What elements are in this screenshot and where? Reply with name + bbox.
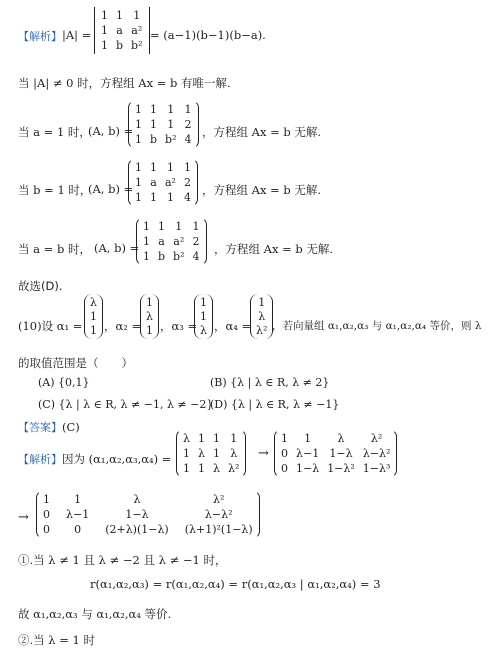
matrix-cell: 1	[150, 191, 157, 204]
matrix-cell: λ	[198, 447, 205, 460]
case-ab-suffix: ，方程组 Ax = b 无解.	[214, 242, 334, 256]
matrix-cell: 1	[135, 161, 142, 174]
augmented-matrix-b1	[128, 158, 198, 207]
vector-alpha1	[84, 294, 103, 339]
matrix-cell: λ	[337, 432, 345, 445]
matrix-cell: λ	[183, 432, 190, 445]
matrix-cell: λ−λ²	[204, 508, 233, 521]
vector-entry: 1	[146, 324, 153, 337]
matrix-cell: λ−1	[66, 508, 90, 521]
matrix-cell: 1−λ²	[327, 462, 355, 475]
vector-entry: 1	[90, 324, 97, 337]
analysis-tag-2	[18, 451, 62, 467]
option-b: (B) {λ | λ ∈ R, λ ≠ 2}	[210, 376, 330, 389]
vector-entry: λ	[90, 296, 97, 309]
matrix-cell: 2	[183, 176, 191, 189]
matrix-cell: 1	[135, 133, 142, 146]
matrix-cell: λ²	[213, 493, 225, 506]
case-b1-prefix: 当 b = 1 时，	[18, 183, 92, 197]
q10-prefix: (10)设 α₁ =	[18, 319, 83, 333]
analysis-tag-1	[18, 28, 62, 44]
option-c: (C) {λ | λ ∈ R, λ ≠ −1, λ ≠ −2}	[38, 398, 214, 411]
matrix-cell: 4	[192, 250, 200, 263]
q10-line2: 的取值范围是（ ）	[18, 356, 133, 370]
choose-answer: 故选(D).	[18, 279, 63, 293]
case-ab-prefix: 当 a = b 时，	[18, 242, 91, 256]
matrix-cell: 1	[304, 432, 312, 445]
case-a1-suffix: ，方程组 Ax = b 无解.	[202, 125, 322, 139]
matrix-cell: 1	[281, 432, 288, 445]
matrix-cell: 1	[175, 220, 183, 233]
vector-entry: λ	[200, 324, 207, 337]
vector-entry: 1	[200, 296, 207, 309]
matrix-cell: 2	[184, 118, 192, 131]
matrix-cell: 1	[135, 118, 142, 131]
matrix-cell: λ²	[228, 462, 240, 475]
matrix-cell: (λ+1)²(1−λ)	[184, 523, 253, 536]
matrix-cell: a²	[173, 235, 185, 248]
matrix-cell: b	[116, 39, 124, 52]
matrix-cell: b²	[165, 133, 177, 146]
vector-alpha3	[194, 294, 213, 339]
vector-entry: 1	[200, 310, 207, 323]
det-lhs: |A| =	[62, 28, 92, 42]
matrix-cell: 1−λ	[329, 447, 353, 460]
matrix-cell: 1	[166, 161, 174, 174]
q10-suffix: ，若向量组 α₁,α₂,α₃ 与 α₁,α₂,α₄ 等价，则 λ	[272, 320, 482, 332]
analysis2-text: 因为 (α₁,α₂,α₃,α₄) =	[62, 452, 172, 466]
matrix-cell: a	[116, 24, 123, 37]
matrix-cell: 1	[183, 447, 190, 460]
case-a1-lhs: (A, b) =	[88, 124, 134, 138]
equivalence-line: 故 α₁,α₂,α₃ 与 α₁,α₂,α₄ 等价.	[18, 607, 172, 621]
matrix-cell: 1	[167, 103, 175, 116]
matrix-cell: 0	[43, 508, 50, 521]
matrix-cell: 1	[150, 103, 158, 116]
step2-line: ②.当 λ = 1 时	[18, 633, 96, 647]
matrix-cell: 0	[74, 523, 82, 536]
case-b1-suffix: ，方程组 Ax = b 无解.	[202, 183, 322, 197]
matrix-cell: b	[150, 133, 158, 146]
matrix-cell: 1	[135, 191, 142, 204]
determinant-matrix	[94, 7, 150, 54]
augmented-matrix-ab	[136, 217, 207, 266]
matrix-cell: 1	[150, 161, 157, 174]
matrix-cell: λ²	[370, 432, 383, 445]
matrix-cell: 0	[281, 447, 288, 460]
vector-alpha4	[250, 294, 273, 339]
step1-line: ①.当 λ ≠ 1 且 λ ≠ −2 且 λ ≠ −1 时，	[18, 553, 227, 567]
matrix-cell: 1	[213, 432, 220, 445]
matrix-cell: a	[158, 235, 165, 248]
matrix-cell: 1	[101, 24, 108, 37]
matrix-cell: 1	[183, 161, 191, 174]
matrix-cell: a²	[131, 24, 143, 37]
det-rhs: = (a−1)(b−1)(b−a).	[150, 28, 266, 42]
matrix-cell: 1	[143, 235, 150, 248]
rank-equation: r(α₁,α₂,α₃) = r(α₁,α₂,α₄) = r(α₁,α₂,α₃ | α₁,α₂,α₄) = 3	[90, 577, 381, 591]
matrix-step2	[36, 490, 260, 539]
matrix-cell: 1	[213, 447, 220, 460]
arrow-1: →	[258, 446, 269, 461]
matrix-cell: 1	[230, 432, 238, 445]
matrix-cell: 1	[135, 103, 142, 116]
matrix-cell: (2+λ)(1−λ)	[105, 523, 169, 536]
matrix-cell: 1	[135, 176, 142, 189]
answer-line	[18, 419, 80, 435]
matrix-cell: 1	[184, 103, 192, 116]
q10-sep3: ，α₃ =	[160, 319, 198, 333]
answer-label: 【答案】	[18, 421, 62, 434]
vector-entry: 1	[90, 310, 97, 323]
matrix-cell: 1	[198, 432, 205, 445]
matrix-cell: 1	[166, 191, 174, 204]
option-d: (D) {λ | λ ∈ R, λ ≠ −1}	[210, 398, 340, 411]
q10-sep2: ，α₂ =	[104, 319, 142, 333]
vector-alpha2	[140, 294, 159, 339]
vector-entry: λ	[146, 310, 153, 323]
vector-entry: 1	[258, 296, 266, 309]
augmented-matrix-a1	[128, 100, 199, 149]
matrix-cell: 1	[101, 9, 108, 22]
matrix-cell: 0	[281, 462, 288, 475]
vector-entry: λ	[258, 310, 266, 323]
matrix-cell: 1	[167, 118, 175, 131]
matrix-cell: 4	[184, 133, 192, 146]
matrix-cell: 2	[192, 235, 200, 248]
matrix-cell: b²	[131, 39, 143, 52]
matrix-cell: b	[158, 250, 166, 263]
matrix-cell: 1	[101, 39, 108, 52]
matrix-alpha	[176, 429, 246, 478]
matrix-cell: 1	[158, 220, 166, 233]
matrix-cell: 1	[116, 9, 124, 22]
matrix-cell: 4	[183, 191, 191, 204]
matrix-step1	[274, 429, 397, 478]
matrix-cell: λ	[213, 462, 220, 475]
matrix-cell: 1	[43, 493, 50, 506]
matrix-cell: 1	[192, 220, 200, 233]
unique-solution-line: 当 |A| ≠ 0 时，方程组 Ax = b 有唯一解.	[18, 76, 231, 90]
matrix-cell: a²	[165, 176, 176, 189]
matrix-cell: 1−λ³	[362, 462, 391, 475]
matrix-cell: 1	[143, 220, 150, 233]
option-a: (A) {0,1}	[38, 376, 90, 389]
matrix-cell: 1	[198, 462, 205, 475]
matrix-cell: 1	[143, 250, 150, 263]
analysis-label: 【解析】	[18, 30, 62, 43]
matrix-cell: 1	[74, 493, 82, 506]
matrix-cell: λ−λ²	[362, 447, 391, 460]
matrix-cell: 1−λ	[296, 462, 320, 475]
case-b1-lhs: (A, b) =	[88, 182, 134, 196]
matrix-cell: λ	[133, 493, 141, 506]
matrix-cell: a	[150, 176, 157, 189]
answer-value: (C)	[62, 420, 80, 434]
matrix-cell: λ	[230, 447, 238, 460]
vector-entry: 1	[146, 296, 153, 309]
case-a1-prefix: 当 a = 1 时，	[18, 125, 91, 139]
matrix-cell: 1	[183, 462, 190, 475]
case-ab-lhs: (A, b) =	[94, 241, 140, 255]
analysis-label: 【解析】	[18, 453, 62, 466]
vector-entry: λ²	[256, 324, 268, 337]
matrix-cell: 0	[43, 523, 50, 536]
matrix-cell: b²	[173, 250, 185, 263]
arrow-2: →	[18, 510, 29, 525]
matrix-cell: 1−λ	[125, 508, 149, 521]
matrix-cell: 1	[133, 9, 141, 22]
matrix-cell: 1	[150, 118, 158, 131]
q10-sep4: ，α₄ =	[214, 319, 252, 333]
matrix-cell: λ−1	[296, 447, 320, 460]
